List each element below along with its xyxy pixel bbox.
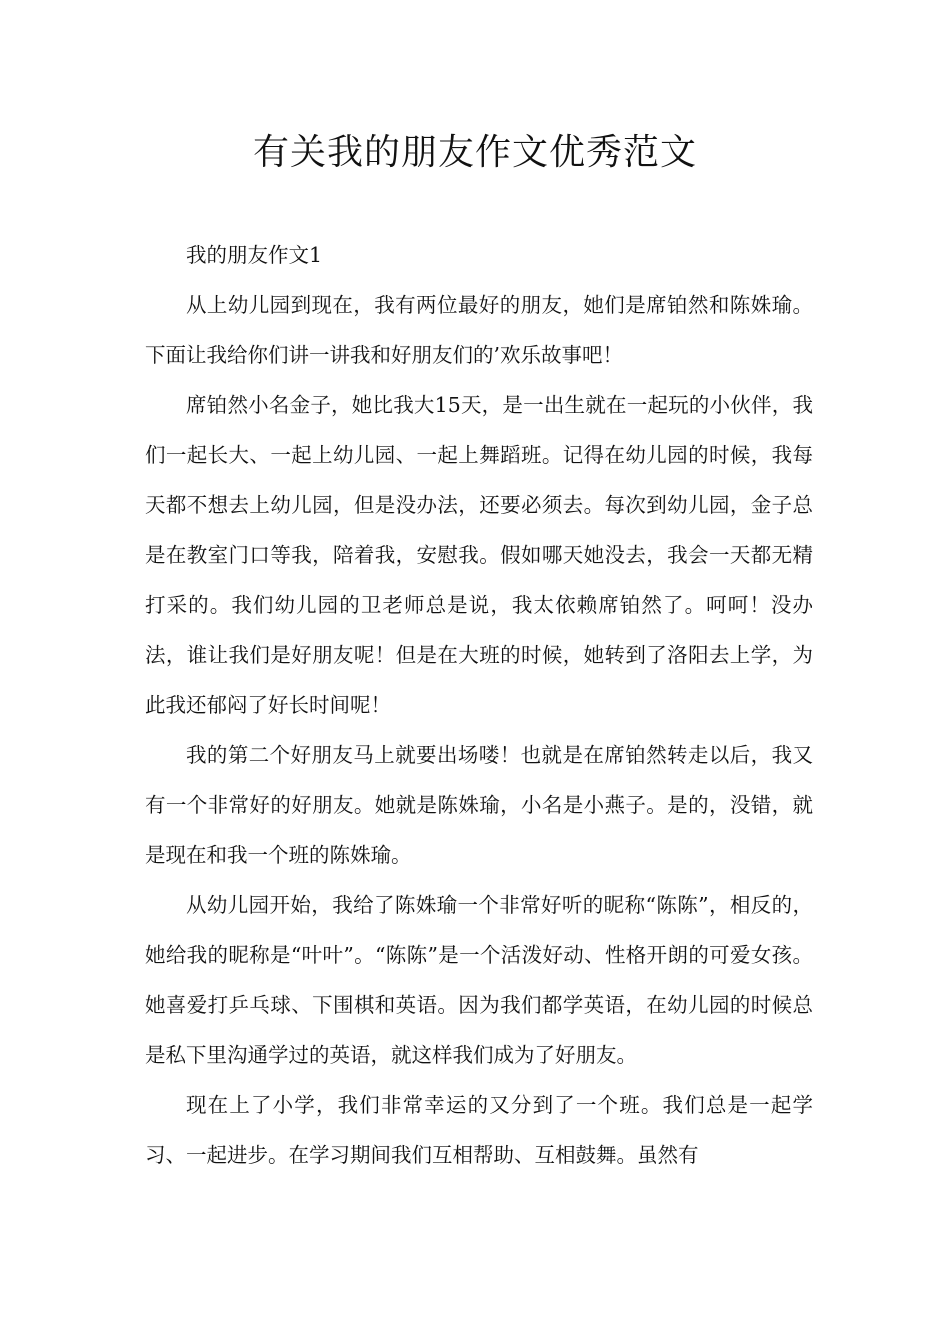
document-title: 有关我的朋友作文优秀范文 xyxy=(252,132,697,173)
paragraph: 我的第二个好朋友马上就要出场喽！也就是在席铂然转走以后，我又有一个非常好的好朋友。她就是陈姝瑜，小名是小燕子。是的，没错，就是现在和我一个班的陈姝瑜。 xyxy=(145,743,813,867)
paragraph: 席铂然小名金子，她比我大15天，是一出生就在一起玩的小伙伴，我们一起长大、一起上幼儿园、一起上舞蹈班。记得在幼儿园的时候，我每天都不想去上幼儿园，但是没办法，还要必须去。每次到幼儿园，金子总是在教室门口等我，陪着我，安慰我。假如哪天她没去，我会一天都无精打采的。我们幼儿园的卫老师总是说，我太依赖席铂然了。呵呵！没办法，谁让我们是好朋友呢！但是在大班的时候，她转到了洛阳去上学，为此我还郁闷了好长时间呢！ xyxy=(145,393,813,717)
paragraph: 现在上了小学，我们非常幸运的又分到了一个班。我们总是一起学习、一起进步。在学习期间我们互相帮助、互相鼓舞。虽然有 xyxy=(145,1093,813,1167)
paragraph-heading: 我的朋友作文1 xyxy=(186,243,323,267)
document-body xyxy=(145,230,813,1180)
paragraph: 从幼儿园开始，我给了陈姝瑜一个非常好听的昵称“陈陈”，相反的，她给我的昵称是“叶叶”。“陈陈”是一个活泼好动、性格开朗的可爱女孩。她喜爱打乒乓球、下围棋和英语。因为我们都学英语，在幼儿园的时候总是私下里沟通学过的英语，就这样我们成为了好朋友。 xyxy=(145,893,813,1067)
paragraph: 从上幼儿园到现在，我有两位最好的朋友，她们是席铂然和陈姝瑜。下面让我给你们讲一讲我和好朋友们的’欢乐故事吧！ xyxy=(145,293,813,367)
